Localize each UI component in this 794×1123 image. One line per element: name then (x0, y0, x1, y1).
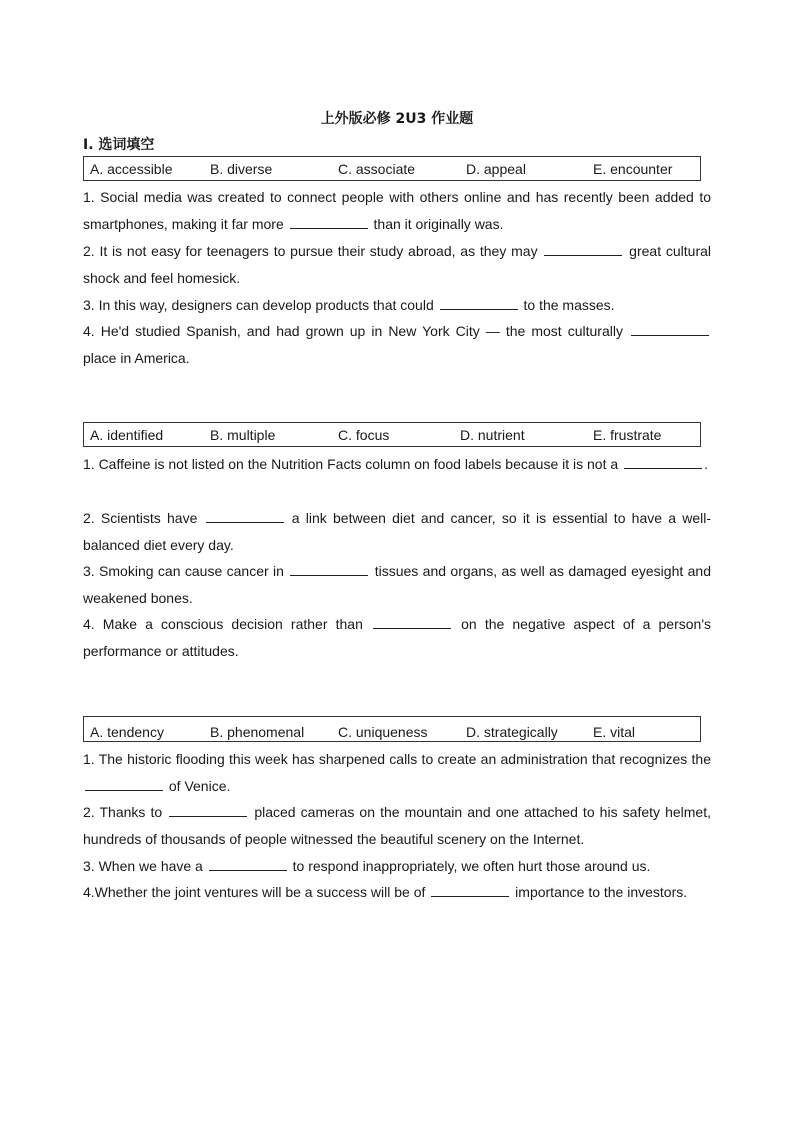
answer-blank[interactable] (290, 214, 368, 229)
section-heading: I. 选词填空 (83, 137, 155, 153)
answer-blank[interactable] (440, 295, 518, 310)
option: B. phenomenal (210, 724, 305, 740)
option: A. accessible (90, 161, 173, 177)
option: E. frustrate (593, 427, 662, 443)
option: E. vital (593, 724, 636, 740)
question: 2. Thanks to placed cameras on the mountain and one attached to his safety helmet, hundreds of thousands of people witnessed the beautiful scenery on the Internet. (83, 804, 711, 847)
option: A. identified (90, 427, 164, 443)
question: 4.Whether the joint ventures will be a success will be of importance to the investors. (83, 884, 688, 900)
answer-blank[interactable] (624, 454, 702, 469)
option: C. associate (338, 161, 416, 177)
answer-blank[interactable] (85, 776, 163, 791)
option: D. nutrient (460, 427, 525, 443)
question: 3. When we have a to respond inappropriately, we often hurt those around us. (83, 858, 651, 874)
option: C. uniqueness (338, 724, 428, 740)
answer-blank[interactable] (209, 856, 287, 871)
question: 4. Make a conscious decision rather than on the negative aspect of a person's performance or attitudes. (83, 616, 712, 659)
answer-blank[interactable] (169, 802, 247, 817)
page-title: 上外版必修 2U3 作业题 (320, 111, 474, 127)
option: B. multiple (210, 427, 276, 443)
option: E. encounter (593, 161, 673, 177)
answer-blank[interactable] (373, 614, 451, 629)
question: 1. The historic flooding this week has sharpened calls to create an administration that recognizes the of Venice. (83, 751, 711, 794)
word-bank-2 (83, 422, 701, 447)
question: 1. Social media was created to connect people with others online and has recently been added to smartphones, making it far more than it originally was. (83, 189, 711, 232)
option: D. appeal (466, 161, 526, 177)
answer-blank[interactable] (631, 321, 709, 336)
option: B. diverse (210, 161, 273, 177)
word-bank-1 (83, 156, 701, 181)
answer-blank[interactable] (431, 882, 509, 897)
question: 1. Caffeine is not listed on the Nutrition Facts column on food labels because it is not a . (83, 456, 708, 472)
answer-blank[interactable] (544, 241, 622, 256)
question: 4. He'd studied Spanish, and had grown up in New York City — the most culturally place in America. (83, 318, 711, 372)
word-bank-3 (83, 716, 701, 742)
option: D. strategically (466, 724, 558, 740)
answer-blank[interactable] (290, 561, 368, 576)
question: 2. It is not easy for teenagers to pursue their study abroad, as they may great cultural shock and feel homesick. (83, 243, 711, 286)
question: 3. Smoking can cause cancer in tissues and organs, as well as damaged eyesight and weakened bones. (83, 563, 711, 606)
option: A. tendency (90, 724, 164, 740)
option: C. focus (338, 427, 390, 443)
answer-blank[interactable] (206, 508, 284, 523)
question: 2. Scientists have a link between diet and cancer, so it is essential to have a well-balanced diet every day. (83, 510, 712, 553)
question: 3. In this way, designers can develop products that could to the masses. (83, 297, 615, 313)
